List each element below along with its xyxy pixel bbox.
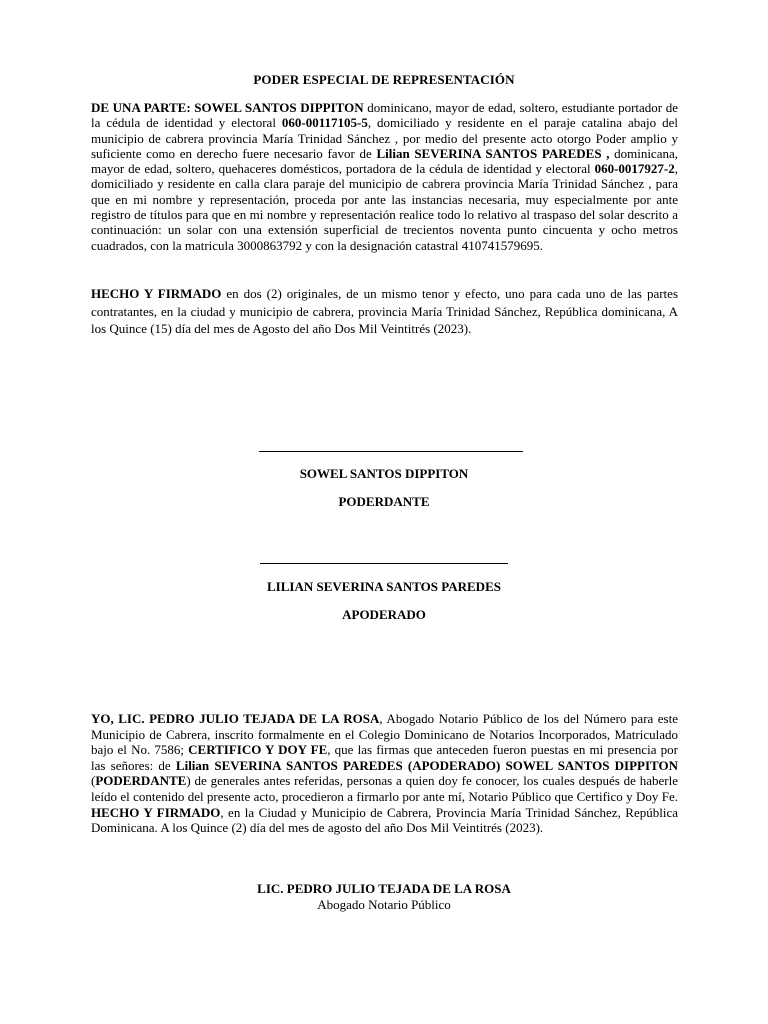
notary-text-3: ( xyxy=(91,773,96,789)
certify-phrase: CERTIFICO Y DOY FE xyxy=(188,742,328,758)
grantor-role-bold: PODERDANTE xyxy=(95,773,187,789)
grant-text-4: , domiciliado y residente en calla clara paraje del municipio de cabrera provincia María Trinidad Sánchez , para que en mi nombre y representación, proceda por ante las instancias necesaria, muy especialmente por ante registro de títulos para que en mi nombre y representación realice todo lo relativo al traspaso del solar descrito a continuación: un solar con una extensión superficial de trecientos noventa punto cincuenta y ocho metros cuadrados, con la matricula 3000863792 y con la designación catastral 410741579695. xyxy=(91,161,678,253)
grantor-signature-name: SOWEL SANTOS DIPPITON xyxy=(299,466,469,481)
grantee-signature-name: LILIAN SEVERINA SANTOS PAREDES xyxy=(267,579,501,594)
signature-line-grantor xyxy=(259,451,523,452)
notary-text-5: , en la Ciudad y Municipio de Cabrera, Provincia María Trinidad Sánchez, República Dominicana. A los Quince (2) día del mes de agosto del año Dos Mil Veintitrés (2023). xyxy=(91,804,678,836)
notary-text-1: , Abogado Notario Público de los del Número para este Municipio de Cabrera, inscrito formalmente en el Colegio Dominicano de Notarios Incorporados, Matriculado bajo el No. 7586; xyxy=(91,711,678,758)
parties-names: Lilian SEVERINA SANTOS PAREDES (APODERADO) SOWEL SANTOS DIPPITON xyxy=(175,757,678,773)
grantor-lead: DE UNA PARTE: SOWEL SANTOS DIPPITON xyxy=(91,100,364,115)
signing-paragraph xyxy=(91,285,678,338)
grantee-id-number: 060-0017927-2 xyxy=(594,161,675,177)
notary-certification-paragraph xyxy=(91,711,678,836)
notary-title: Abogado Notario Público xyxy=(317,897,451,912)
grantee-name: Lilian SEVERINA SANTOS PAREDES , xyxy=(376,145,610,161)
grantor-signature-role: PODERDANTE xyxy=(338,494,430,509)
notary-signed-phrase: HECHO Y FIRMADO xyxy=(91,804,221,820)
document-title: PODER ESPECIAL DE REPRESENTACIÓN xyxy=(253,72,515,87)
signing-lead: HECHO Y FIRMADO xyxy=(91,286,222,301)
notary-text-2: , que las firmas que anteceden fueron puestas en mi presencia por las señores: de xyxy=(91,742,678,773)
grant-text-2: , domiciliado y residente en el paraje catalina abajo del municipio de cabrera provincia María Trinidad Sánchez , por medio del presente acto otorgo Poder amplio y suficiente como en derecho fuere necesario favor de xyxy=(91,115,678,161)
grant-text-3: dominicana, mayor de edad, soltero, quehaceres domésticos, portadora de la cédula de identidad y electoral xyxy=(91,145,678,177)
grant-paragraph xyxy=(91,100,678,253)
grant-text-1: dominicano, mayor de edad, soltero, estudiante portador de la cédula de identidad y electoral xyxy=(91,100,678,131)
notary-text-4: ) de generales antes referidas, personas a quien doy fe conocer, los cuales después de haberle leído el contenido del presente acto, procedieron a firmarlo por ante mí, Notario Público que Certifico y Doy Fe. xyxy=(91,773,678,804)
notary-name: LIC. PEDRO JULIO TEJADA DE LA ROSA xyxy=(257,881,511,896)
signature-line-grantee xyxy=(260,563,508,564)
grantor-id-number: 060-00117105-5 xyxy=(281,115,368,131)
signing-text: en dos (2) originales, de un mismo tenor y efecto, uno para cada uno de las partes contratantes, en la ciudad y municipio de cabrera, provincia María Trinidad Sánchez, República dominicana, A los Quince (15) día del mes de Agosto del año Dos Mil Veintitrés (2023). xyxy=(91,286,678,337)
notary-lead: YO, LIC. PEDRO JULIO TEJADA DE LA ROSA xyxy=(91,711,380,726)
grantee-signature-role: APODERADO xyxy=(342,607,426,622)
